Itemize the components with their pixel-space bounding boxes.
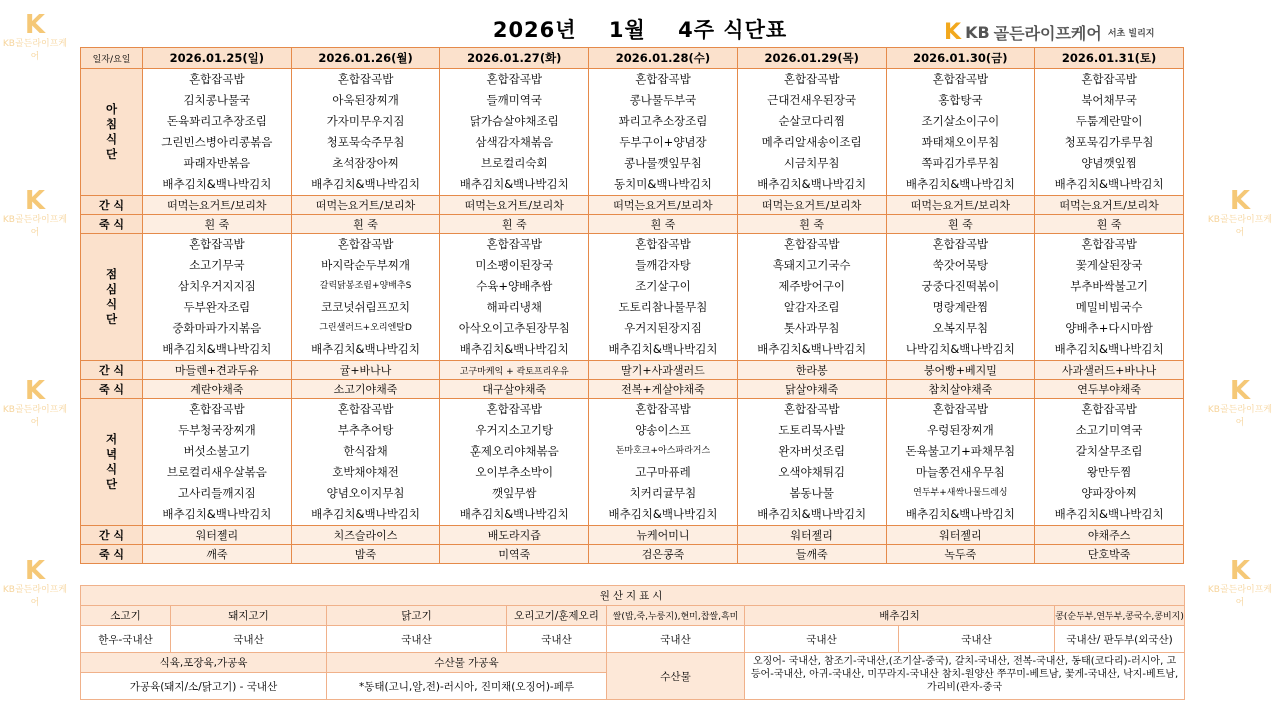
menu-item: 꽈태채오이무침 [921, 135, 1000, 149]
menu-item: 알감자조림 [783, 300, 840, 314]
menu-item: 배추김치&백나박김치 [459, 177, 569, 191]
menu-cell: 참치살야채죽 [886, 380, 1035, 399]
day-header: 2026.01.28(수) [589, 48, 738, 69]
menu-item: 혼합잡곡밥 [932, 402, 989, 416]
origin-head: 돼지고기 [171, 606, 327, 626]
menu-item: 가자미무우지짐 [326, 114, 405, 128]
menu-item: 배추김치&백나박김치 [311, 507, 421, 521]
porridge1-label: 죽 식 [81, 215, 143, 234]
menu-item: 배추김치&백나박김치 [1054, 507, 1164, 521]
menu-cell: 전복+게살야채죽 [589, 380, 738, 399]
menu-item: 호박채야채전 [332, 465, 399, 479]
menu-item: 치커리귤무침 [629, 486, 697, 500]
menu-item: 배추김치&백나박김치 [905, 177, 1015, 191]
menu-item: 혼합잡곡밥 [337, 72, 394, 86]
menu-cell: 연두부야채죽 [1035, 380, 1184, 399]
snack1-label: 간 식 [81, 196, 143, 215]
menu-item: 북어채무국 [1081, 93, 1137, 107]
menu-cell: 마들렌+견과두유 [143, 361, 292, 380]
menu-item: 배추김치&백나박김치 [757, 342, 867, 356]
watermark-logo: K KB골든라이프케어 [2, 186, 68, 238]
menu-item: 파래자반볶음 [183, 156, 251, 170]
menu-item: 배추김치&백나박김치 [459, 342, 569, 356]
menu-item: 왕만두찜 [1086, 465, 1132, 479]
porridge3-label: 죽 식 [81, 545, 143, 564]
watermark-logo: K KB골든라이프케어 [2, 376, 68, 428]
menu-cell: 흰 죽 [291, 215, 440, 234]
watermark-logo: K KB골든라이프케어 [1207, 556, 1273, 608]
menu-item: 혼합잡곡밥 [635, 237, 691, 251]
title-year: 2026년 [492, 18, 577, 42]
menu-cell: 닭살야채죽 [737, 380, 886, 399]
menu-cell: 미역죽 [440, 545, 589, 564]
menu-item: 그린빈스병아리콩볶음 [161, 135, 273, 149]
menu-cell: 배도라지즙 [440, 526, 589, 545]
menu-item: 들깨미역국 [486, 93, 543, 107]
menu-item: 아욱된장찌개 [332, 93, 399, 107]
menu-item: 훈제오리야채볶음 [469, 444, 559, 458]
menu-item: 부추추어탕 [337, 423, 394, 437]
menu-item: 혼합잡곡밥 [189, 402, 245, 416]
menu-item: 콩나물두부국 [629, 93, 697, 107]
menu-item: 버섯소불고기 [183, 444, 251, 458]
menu-item: 혼합잡곡밥 [337, 237, 394, 251]
menu-item: 양념깻잎찜 [1081, 156, 1137, 170]
origin-table [80, 585, 1185, 700]
menu-cell: 흰 죽 [1035, 215, 1184, 234]
menu-item: 오색야채튀김 [778, 465, 845, 479]
menu-cell: 떠먹는요거트/보리차 [589, 196, 738, 215]
menu-item: 제주방어구이 [778, 279, 845, 293]
menu-item: 조기살구이 [635, 279, 691, 293]
corner-cell: 일자/요일 [81, 48, 143, 69]
menu-item: 두부구이+양념장 [619, 135, 707, 149]
origin-value: 한우-국내산 [81, 626, 171, 653]
day-header: 2026.01.29(목) [737, 48, 886, 69]
menu-item: 궁중다진떡볶이 [921, 279, 1000, 293]
menu-cell: 워터젤리 [737, 526, 886, 545]
menu-item: 근대건새우된장국 [767, 93, 857, 107]
menu-item: 메밀비빔국수 [1075, 300, 1143, 314]
menu-item: 혼합잡곡밥 [189, 237, 245, 251]
menu-cell: 사과샐러드+바나나 [1035, 361, 1184, 380]
origin-value: 국내산 [607, 626, 745, 653]
origin-head: 쌀(밥,죽,누룽지),현미,찹쌀,흑미 [607, 606, 745, 626]
menu-item: 우렁된장찌개 [927, 423, 994, 437]
menu-item: 배추김치&백나박김치 [459, 507, 569, 521]
menu-item: 봄동나물 [789, 486, 834, 500]
menu-cell: 흰 죽 [589, 215, 738, 234]
meal-label-text: 저 녁 식 단 [105, 432, 118, 491]
menu-item: 깻잎무쌈 [492, 486, 537, 500]
menu-cell: 떠먹는요거트/보리차 [1035, 196, 1184, 215]
menu-item: 배추김치&백나박김치 [162, 342, 272, 356]
menu-item: 고사리들깨지짐 [177, 486, 256, 500]
meal-label-text: 점 심 식 단 [105, 267, 118, 326]
menu-item: 조기살소이구이 [921, 114, 1000, 128]
menu-item: 꽈리고추소장조림 [618, 114, 708, 128]
menu-cell: 떠먹는요거트/보리차 [143, 196, 292, 215]
menu-item: 혼합잡곡밥 [783, 237, 840, 251]
menu-item: 배추김치&백나박김치 [757, 507, 867, 521]
menu-item: 양송이스프 [635, 423, 691, 437]
menu-item: 배추김치&백나박김치 [311, 342, 421, 356]
processed-fish-value: *동태(고니,알,전)-러시아, 진미채(오징어)-페루 [327, 673, 607, 700]
menu-item: 혼합잡곡밥 [486, 402, 543, 416]
menu-item: 돈육불고기+파채무침 [905, 444, 1016, 458]
menu-cell: 밤죽 [291, 545, 440, 564]
menu-item: 소고기무국 [189, 258, 245, 272]
menu-item: 도토리묵사발 [778, 423, 845, 437]
menu-item: 그린샐러드+오리엔탈D [319, 323, 412, 333]
seafood-head: 수산물 [607, 653, 745, 700]
menu-item: 연두부+새싹나물드레싱 [913, 488, 1008, 498]
menu-item: 혼합잡곡밥 [932, 72, 989, 86]
menu-item: 배추김치&백나박김치 [757, 177, 867, 191]
menu-item: 명랑계란찜 [932, 300, 989, 314]
brand-name: 골든라이프케어 [993, 24, 1102, 43]
menu-item: 해파리냉채 [486, 300, 543, 314]
origin-head: 닭고기 [327, 606, 507, 626]
menu-item: 순살코다리찜 [778, 114, 845, 128]
day-header: 2026.01.27(화) [440, 48, 589, 69]
origin-value: 국내산/ 판두부(외국산) [1055, 626, 1185, 653]
menu-item: 혼합잡곡밥 [189, 72, 245, 86]
menu-item: 수육+양배추쌈 [476, 279, 553, 293]
origin-value: 국내산 [507, 626, 607, 653]
title-month: 1월 [608, 18, 646, 42]
menu-item: 삼치우거지지짐 [177, 279, 256, 293]
menu-item: 브로컬리새우살볶음 [166, 465, 267, 479]
day-header: 2026.01.26(월) [291, 48, 440, 69]
menu-item: 혼합잡곡밥 [635, 402, 691, 416]
menu-item: 닭가슴살야채조림 [469, 114, 559, 128]
menu-cell: 귤+바나나 [291, 361, 440, 380]
menu-item: 콩나물깻잎무침 [624, 156, 702, 170]
menu-item: 삼색감자채볶음 [475, 135, 554, 149]
menu-item: 들깨감자탕 [635, 258, 691, 272]
menu-cell: 붕어빵+베지밀 [886, 361, 1035, 380]
snack3-label: 간 식 [81, 526, 143, 545]
menu-item: 톳사과무침 [783, 321, 840, 335]
menu-item: 바지락순두부찌개 [321, 258, 410, 272]
menu-cell: 워터젤리 [143, 526, 292, 545]
menu-item: 쑥갓어묵탕 [932, 258, 989, 272]
menu-cell: 뉴케어미니 [589, 526, 738, 545]
processed-meat-value: 가공육(돼지/소/닭고기) - 국내산 [81, 673, 327, 700]
menu-item: 갈치살무조림 [1075, 444, 1143, 458]
watermark-logo: K KB골든라이프케어 [2, 556, 68, 608]
menu-item: 혼합잡곡밥 [1081, 402, 1137, 416]
origin-head: 콩(순두부,연두부,콩국수,콩비지) [1055, 606, 1185, 626]
origin-head: 오리고기/훈제오리 [507, 606, 607, 626]
menu-item: 배추김치&백나박김치 [311, 177, 421, 191]
menu-cell: 한라봉 [737, 361, 886, 380]
origin-head: 배추김치 [745, 606, 1055, 626]
menu-item: 갈릭닭봉조림+양배추S [319, 281, 412, 291]
menu-cell: 치즈슬라이스 [291, 526, 440, 545]
menu-item: 두부청국장찌개 [177, 423, 256, 437]
menu-cell: 대구살야채죽 [440, 380, 589, 399]
menu-cell: 떠먹는요거트/보리차 [291, 196, 440, 215]
porridge2-label: 죽 식 [81, 380, 143, 399]
watermark-logo: K KB골든라이프케어 [1207, 186, 1273, 238]
menu-item: 쪽파김가루무침 [921, 156, 1000, 170]
menu-item: 아삭오이고추된장무침 [458, 321, 570, 335]
snack2-label: 간 식 [81, 361, 143, 380]
menu-item: 동치미&백나박김치 [614, 177, 712, 191]
brand-place: 서초 빌리지 [1107, 29, 1155, 39]
menu-item: 마늘쫑건새우무침 [915, 465, 1005, 479]
menu-item: 혼합잡곡밥 [932, 237, 989, 251]
menu-cell: 흰 죽 [440, 215, 589, 234]
menu-item: 우거지소고기탕 [475, 423, 554, 437]
menu-cell: 떠먹는요거트/보리차 [737, 196, 886, 215]
menu-item: 혼합잡곡밥 [486, 72, 543, 86]
menu-cell: 딸기+사과샐러드 [589, 361, 738, 380]
seafood-detail-text: 오징어- 국내산, 참조기-국내산,(조기살-중국), 갈치-국내산, 전복-국내산, 동태(코다리)-러시아, 고등어-국내산, 아귀-국내산, 미꾸라지-국내산 참치-원양산 쭈꾸미-베트남, 꽃게-국내산, 낙지-베트남, 가리비(관자-중국 [750, 656, 1179, 693]
menu-item: 고구마퓨레 [635, 465, 691, 479]
menu-item: 혼합잡곡밥 [337, 402, 394, 416]
menu-item: 김치콩나물국 [183, 93, 251, 107]
menu-cell: 깨죽 [143, 545, 292, 564]
menu-item: 양념오이지무침 [326, 486, 405, 500]
menu-item: 두툼계란말이 [1075, 114, 1143, 128]
menu-cell: 흰 죽 [737, 215, 886, 234]
menu-item: 홍합탕국 [938, 93, 983, 107]
menu-item: 혼합잡곡밥 [783, 72, 840, 86]
menu-item: 청포묵김가루무침 [1064, 135, 1154, 149]
origin-value: 국내산 [327, 626, 507, 653]
menu-item: 코코넛쉬림프꼬치 [321, 300, 410, 314]
menu-cell: 떠먹는요거트/보리차 [886, 196, 1035, 215]
menu-item: 나박김치&백나박김치 [905, 342, 1015, 356]
day-header: 2026.01.25(일) [143, 48, 292, 69]
watermark-logo: K KB골든라이프케어 [2, 10, 68, 62]
menu-item: 중화마파가지볶음 [172, 321, 262, 335]
menu-cell: 흰 죽 [886, 215, 1035, 234]
menu-cell: 떠먹는요거트/보리차 [440, 196, 589, 215]
menu-item: 혼합잡곡밥 [486, 237, 543, 251]
brand-kb: KB [965, 23, 990, 42]
menu-cell: 야채주스 [1035, 526, 1184, 545]
menu-item: 시금치무침 [783, 156, 840, 170]
menu-item: 완자버섯조림 [778, 444, 845, 458]
menu-cell: 고구마케익 + 곽토프리우유 [440, 361, 589, 380]
menu-item: 오복지무침 [932, 321, 989, 335]
menu-cell: 워터젤리 [886, 526, 1035, 545]
menu-cell: 소고기야채죽 [291, 380, 440, 399]
menu-item: 배추김치&백나박김치 [162, 177, 272, 191]
origin-value: 국내산 [899, 626, 1055, 653]
menu-item: 양파장아찌 [1081, 486, 1137, 500]
menu-item: 우거지된장지짐 [624, 321, 702, 335]
meal-label-text: 아 침 식 단 [105, 102, 118, 161]
menu-item: 혼합잡곡밥 [783, 402, 840, 416]
menu-cell: 검은콩죽 [589, 545, 738, 564]
menu-cell: 흰 죽 [143, 215, 292, 234]
origin-head: 소고기 [81, 606, 171, 626]
origin-value: 국내산 [745, 626, 899, 653]
menu-item: 초석잠장아찌 [332, 156, 399, 170]
day-header: 2026.01.30(금) [886, 48, 1035, 69]
menu-item: 혼합잡곡밥 [1081, 72, 1137, 86]
menu-item: 돈육꽈리고추장조림 [166, 114, 267, 128]
menu-item: 도토리참나물무침 [618, 300, 708, 314]
processed-meat-head: 식육,포장육,가공육 [81, 653, 327, 673]
processed-fish-head: 수산물 가공육 [327, 653, 607, 673]
menu-item: 한식잡채 [343, 444, 388, 458]
menu-item: 흑돼지고기국수 [772, 258, 851, 272]
menu-cell: 들깨죽 [737, 545, 886, 564]
menu-cell: 계란야채죽 [143, 380, 292, 399]
watermark-logo: K KB골든라이프케어 [1207, 376, 1273, 428]
menu-item: 배추김치&백나박김치 [608, 342, 718, 356]
seafood-detail [745, 653, 1185, 700]
menu-item: 혼합잡곡밥 [1081, 237, 1137, 251]
menu-item: 배추김치&백나박김치 [1054, 177, 1164, 191]
title-week: 4주 식단표 [678, 18, 788, 42]
menu-item: 청포묵숙주무침 [326, 135, 405, 149]
menu-item: 배추김치&백나박김치 [1054, 342, 1164, 356]
origin-title: 원산지표시 [81, 586, 1185, 606]
menu-item: 돈마호크+아스파라거스 [615, 446, 711, 456]
menu-cell: 단호박죽 [1035, 545, 1184, 564]
menu-cell: 녹두죽 [886, 545, 1035, 564]
menu-item: 배추김치&백나박김치 [162, 507, 272, 521]
menu-item: 꽃게살된장국 [1075, 258, 1143, 272]
menu-item: 양배추+다시마쌈 [1065, 321, 1153, 335]
menu-item: 혼합잡곡밥 [635, 72, 691, 86]
menu-item: 배추김치&백나박김치 [608, 507, 718, 521]
menu-item: 오이부추소박이 [475, 465, 554, 479]
menu-item: 미소팽이된장국 [475, 258, 554, 272]
day-header: 2026.01.31(토) [1035, 48, 1184, 69]
menu-item: 두부완자조림 [183, 300, 251, 314]
menu-item: 부추바싹불고기 [1070, 279, 1148, 293]
origin-value: 국내산 [171, 626, 327, 653]
menu-item: 메추리알새송이조림 [761, 135, 862, 149]
kb-star-icon: K [944, 20, 962, 45]
menu-item: 배추김치&백나박김치 [905, 507, 1015, 521]
menu-item: 소고기미역국 [1075, 423, 1143, 437]
menu-item: 브로컬리숙회 [480, 156, 548, 170]
